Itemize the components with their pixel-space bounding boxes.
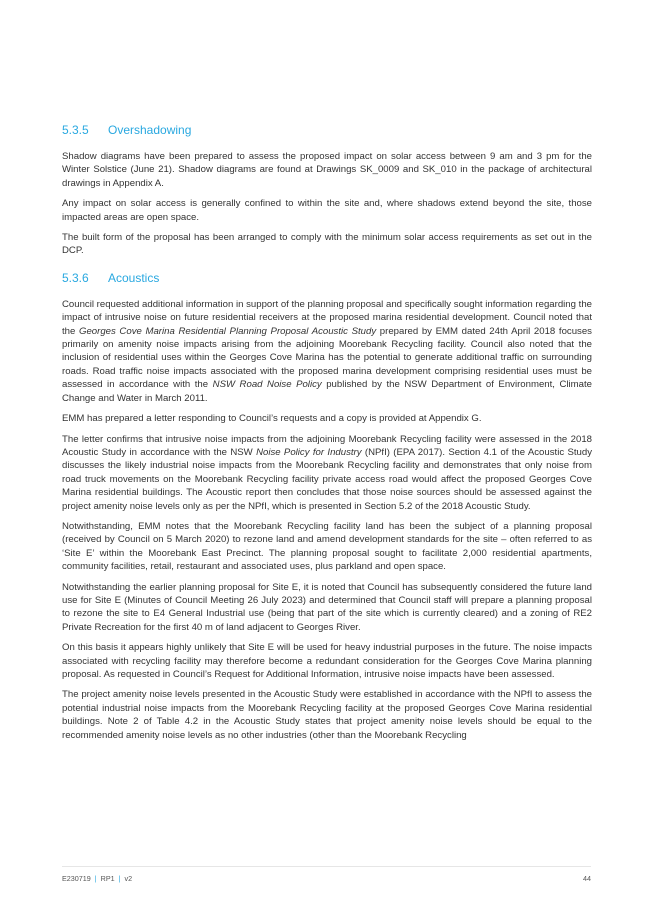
footer-doc-id: E230719 — [62, 874, 91, 883]
text-run: (NPfI) (EPA 2017). Section 4.1 of the Acoustic Study discusses the likely industrial noise impacts from the Moorebank Recycling facility and demonstrates that only noise from road truck movements on the Moorebank Recycling facility private access road would affect the proposed Georges Cove Marina residential buildings. The Acoustic report then concludes that those noise sources should be assessed against the project amenity noise levels only as per the NPfI, which is presented in Section 5.2 of the 2018 Acoustic Study. — [62, 446, 592, 512]
paragraph: Shadow diagrams have been prepared to assess the proposed impact on solar access between 9 am and 3 pm for the Winter Solstice (June 21). Shadow diagrams are found at Drawings SK_0009 and SK_010 in the package of architectural drawings in Appendix A. — [62, 151, 592, 189]
footer-doc-info — [62, 874, 132, 883]
paragraph: Notwithstanding the earlier planning proposal for Site E, it is noted that Council has subsequently considered the future land use for Site E (Minutes of Council Meeting 26 July 2023) and determined that Council staff will prepare a planning proposal to rezone the site to E4 General Industrial use (being that part of the site which is currently cleared) and a zoning of RE2 Private Recreation for the first 40 m of land adjacent to Georges River. — [62, 581, 592, 633]
text-run: published by the NSW Department of Environment, Climate Change and Water in March 2011. — [62, 379, 592, 404]
section-heading-overshadowing — [62, 122, 592, 138]
paragraph: On this basis it appears highly unlikely that Site E will be used for heavy industrial purposes in the future. The noise impacts associated with recycling facility may therefore become a redundant consideration for the Georges Cove Marina planning proposal. As requested in Council’s Request for Additional Information, intrusive noise impacts have been assessed. — [62, 642, 592, 680]
footer-separator: | — [94, 874, 97, 883]
footer-version: v2 — [124, 874, 133, 883]
paragraph — [62, 298, 592, 405]
page-content — [62, 122, 592, 749]
paragraph: Notwithstanding, EMM notes that the Moorebank Recycling facility land has been the subject of a planning proposal (received by Council on 5 March 2020) to rezone land and amend development standards for the site – often referred to as ‘Site E’ within the Moorebank East Precinct. The planning proposal sought to facilitate 2,000 residential apartments, community facilities, retail, restaurant and associated uses, plus parkland and open space. — [62, 520, 592, 573]
document-title-italic: Georges Cove Marina Residential Planning Proposal Acoustic Study — [78, 325, 377, 337]
paragraph: The built form of the proposal has been arranged to comply with the minimum solar access requirements as set out in the DCP. — [62, 232, 592, 257]
paragraph: The project amenity noise levels presented in the Acoustic Study were established in accordance with the NPfI to assess the potential industrial noise impacts from the Moorebank Recycling facility at the proposed Georges Cove Marina residential buildings. Note 2 of Table 4.2 in the Acoustic Study states that project amenity noise levels should be equal to the recommended amenity noise levels as no other industries (other than the Moorebank Recycling — [62, 689, 592, 741]
page-number: 44 — [583, 874, 591, 883]
text-run: The letter confirms that intrusive noise impacts from the adjoining Moorebank Recycling facility were assessed in the 2018 Acoustic Study in accordance with the NSW — [62, 433, 592, 458]
section-number: 5.3.6 — [62, 270, 89, 285]
section-number: 5.3.5 — [62, 123, 89, 137]
footer-report: RP1 — [100, 874, 115, 883]
policy-title-italic: Noise Policy for Industry — [256, 446, 362, 458]
footer-separator: | — [118, 874, 121, 883]
paragraph: Any impact on solar access is generally confined to within the site and, where shadows extend beyond the site, those impacted areas are open space. — [62, 198, 592, 223]
paragraph: EMM has prepared a letter responding to Council’s requests and a copy is provided at Appendix G. — [62, 413, 482, 425]
section-title: Acoustics — [108, 270, 160, 285]
section-title: Overshadowing — [108, 123, 192, 137]
section-heading-acoustics — [62, 270, 592, 286]
paragraph — [62, 433, 592, 513]
policy-title-italic: NSW Road Noise Policy — [212, 379, 322, 391]
text-run: prepared by EMM dated 24th April 2018 focuses primarily on amenity noise impacts arising from the adjoining Moorebank Recycling facility. Council also noted that the inclusion of residential uses within the Georges Cove Marina has the potential to generate additional traffic on surrounding roads. Road traffic noise impacts associated with the proposed marina development comprising residential uses must be assessed in accordance with the — [62, 325, 592, 391]
text-run: Council requested additional information in support of the planning proposal and specifically sought information regarding the impact of intrusive noise on future residential receivers at the proposed marina residential development. Council noted that the — [62, 298, 592, 337]
page-footer — [62, 866, 591, 883]
